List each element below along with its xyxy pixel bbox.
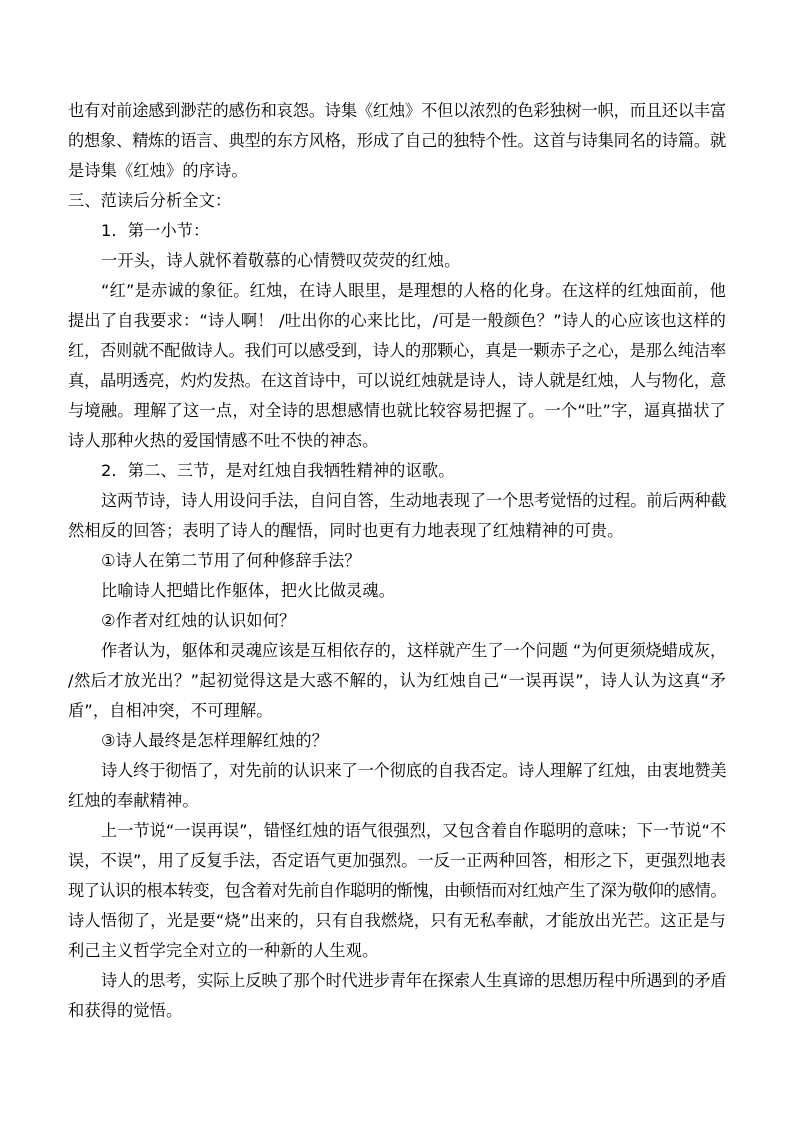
text-line: 利己主义哲学完全对立的一种新的人生观。	[68, 941, 379, 960]
text-line: 上一节说“一误再误”，错怪红烛的语气很强烈，又包含着自作聪明的意味；下一节说“不	[101, 821, 727, 840]
text-line: 红烛的奉献精神。	[68, 791, 199, 810]
text-line: 这两节诗，诗人用设问手法，自问自答，生动地表现了一个思考觉悟的过程。前后两种截	[101, 491, 727, 510]
text-line: 现了认识的根本转变，包含着对先前自作聪明的惭愧，由顿悟而对红烛产生了深为敬仰的感情。	[68, 881, 726, 900]
question-line: ②作者对红烛的认识如何？	[101, 611, 296, 630]
text-line: 盾”，自相冲突，不可理解。	[68, 701, 273, 720]
text-line: 真，晶明透亮，灼灼发热。在这首诗中，可以说红烛就是诗人，诗人就是红烛，人与物化，意	[68, 371, 726, 390]
question-line: ③诗人最终是怎样理解红烛的？	[101, 731, 329, 750]
text-line: 和获得的觉悟。	[68, 1001, 183, 1020]
text-line: 的想象、精炼的语言、典型的东方风格，形成了自己的独特个性。这首与诗集同名的诗篇。就	[68, 131, 726, 150]
answer-line: 比喻诗人把蜡比作躯体，把火比做灵魂。	[101, 581, 396, 600]
text-line: 诗人那种火热的爱国情感不吐不快的神态。	[68, 431, 379, 450]
subsection-heading: 2．第二、三节，是对红烛自我牺牲精神的讴歌。	[101, 461, 455, 480]
text-line: 红，否则就不配做诗人。我们可以感受到，诗人的那颗心，真是一颗赤子之心，是那么纯洁率	[68, 341, 726, 360]
question-line: ①诗人在第二节用了何种修辞手法？	[101, 551, 361, 570]
section-heading: 三、范读后分析全文：	[68, 191, 232, 210]
subsection-heading: 1．第一小节：	[101, 221, 210, 240]
text-line: 与境融。理解了这一点，对全诗的思想感情也就比较容易把握了。一个“吐”字，逼真描状了	[68, 401, 726, 420]
text-line: 也有对前途感到渺茫的感伤和哀怨。诗集《红烛》不但以浓烈的色彩独树一帜，而且还以丰富	[68, 101, 726, 120]
text-line: 误，不误”，用了反复手法，否定语气更加强烈。一反一正两种回答，相形之下，更强烈地表	[68, 851, 726, 870]
answer-line: 作者认为，躯体和灵魂应该是互相依存的，这样就产生了一个问题 “为何更须烧蜡成灰，	[101, 641, 726, 660]
text-line: 然相反的回答；表明了诗人的醒悟，同时也更有力地表现了红烛精神的可贵。	[68, 521, 624, 540]
answer-line: 诗人终于彻悟了，对先前的认识来了一个彻底的自我否定。诗人理解了红烛，由衷地赞美	[101, 761, 727, 780]
text-line: 提出了自我要求：“诗人啊！ /吐出你的心来比比，/可是一般颜色？”诗人的心应该也这样的	[68, 311, 726, 330]
text-line: 诗人悟彻了，光是要“烧”出来的，只有自我燃烧，只有无私奉献，才能放出光芒。这正是与	[68, 911, 726, 930]
text-line: 一开头，诗人就怀着敬慕的心情赞叹荧荧的红烛。	[101, 251, 461, 270]
text-line: /然后才放光出？”起初觉得这是大惑不解的，认为红烛自己“一误再误”，诗人认为这真“矛	[68, 671, 726, 690]
text-line: 是诗集《红烛》的序诗。	[68, 161, 248, 180]
text-line: 诗人的思考，实际上反映了那个时代进步青年在探索人生真谛的思想历程中所遇到的矛盾	[101, 971, 727, 990]
text-line: “红”是赤诚的象征。红烛，在诗人眼里，是理想的人格的化身。在这样的红烛面前，他	[101, 281, 726, 300]
